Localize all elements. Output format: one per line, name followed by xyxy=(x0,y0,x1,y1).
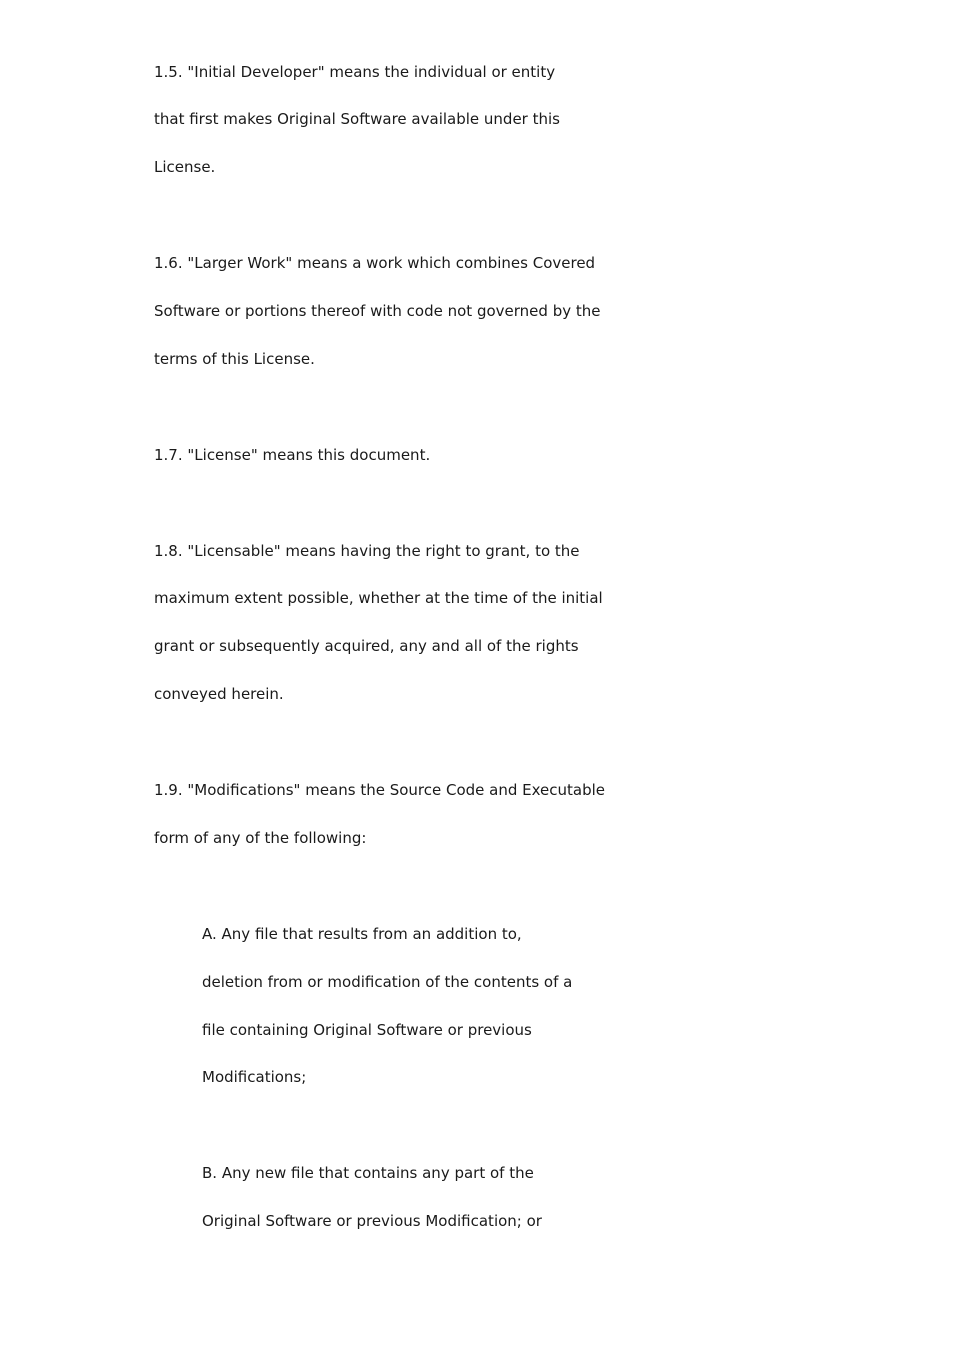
subsection-line: deletion from or modification of the contents of a xyxy=(202,973,573,991)
section-line: conveyed herein. xyxy=(154,685,284,703)
section-line: 1.9. "Modifications" means the Source Code and Executable xyxy=(154,781,606,799)
section-line: 1.5. "Initial Developer" means the individual or entity xyxy=(154,63,556,81)
section-line: maximum extent possible, whether at the time of the initial xyxy=(154,589,603,607)
section-line: 1.6. "Larger Work" means a work which combines Covered xyxy=(154,254,596,272)
section-line: that first makes Original Software available under this xyxy=(154,110,560,128)
subsection-line: file containing Original Software or previous xyxy=(202,1021,532,1039)
section-line: 1.7. "License" means this document. xyxy=(154,446,431,464)
section-line: 1.8. "Licensable" means having the right to grant, to the xyxy=(154,542,580,560)
section-line: License. xyxy=(154,158,216,176)
section-line: terms of this License. xyxy=(154,350,315,368)
subsection-line: Original Software or previous Modification; or xyxy=(202,1212,542,1230)
section-line: form of any of the following: xyxy=(154,829,367,847)
subsection-line: A. Any file that results from an addition to, xyxy=(202,925,522,943)
subsection-line: B. Any new file that contains any part of the xyxy=(202,1164,534,1182)
subsection-line: Modifications; xyxy=(202,1068,307,1086)
section-line: Software or portions thereof with code not governed by the xyxy=(154,302,601,320)
section-line: grant or subsequently acquired, any and all of the rights xyxy=(154,637,579,655)
